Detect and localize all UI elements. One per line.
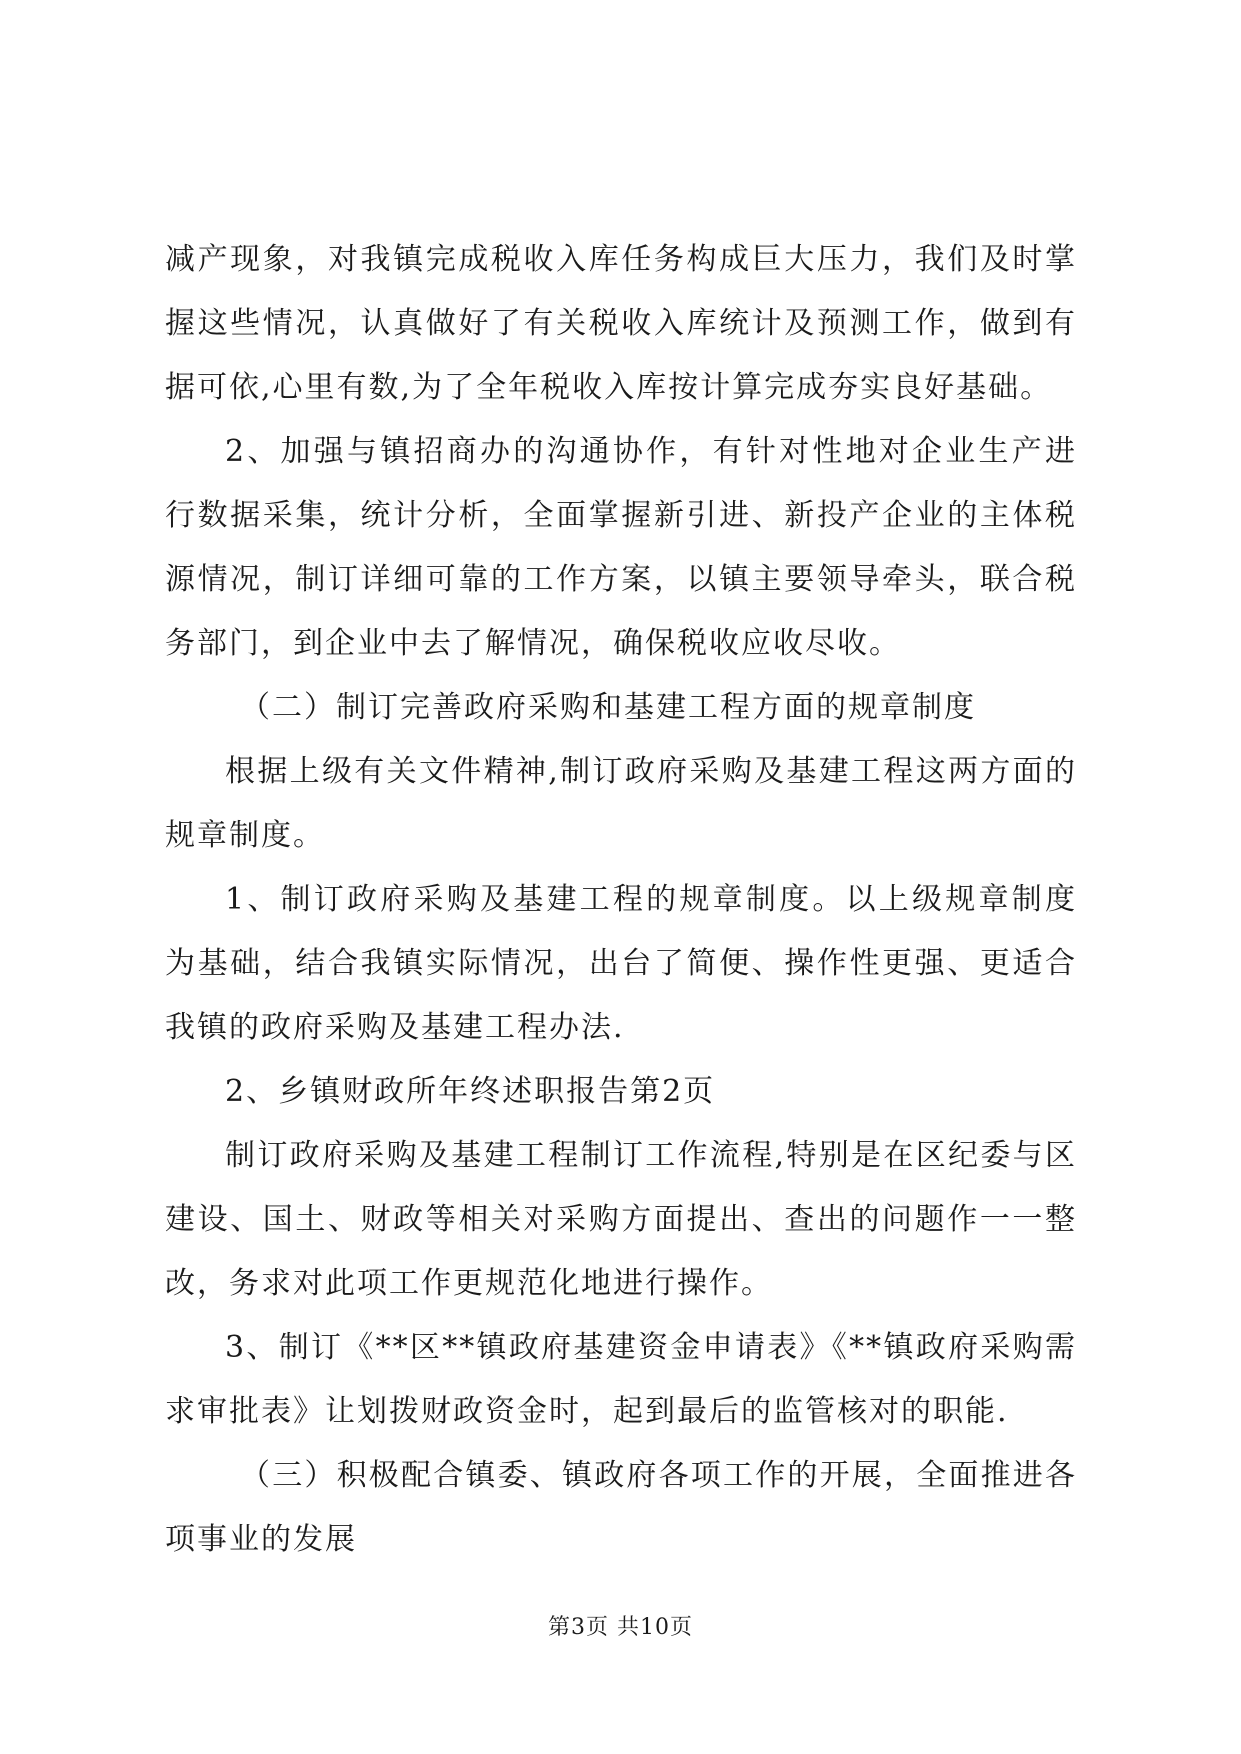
- page-number-footer: 第3页 共10页: [548, 1615, 693, 1640]
- section-heading-2: （二）制订完善政府采购和基建工程方面的规章制度: [240, 690, 976, 725]
- paragraph-item-1: 1、制订政府采购及基建工程的规章制度。以上级规章制度为基础，结合我镇实际情况，出台了简便、操作性更强、更适合我镇的政府采购及基建工程办法.: [165, 882, 1077, 1045]
- document-body: [165, 228, 1077, 1572]
- section-heading-3: （三）积极配合镇委、镇政府各项工作的开展，全面推进各项事业的发展: [165, 1458, 1077, 1557]
- paragraph-intro: 根据上级有关文件精神,制订政府采购及基建工程这两方面的规章制度。: [165, 754, 1077, 853]
- paragraph-workflow: 制订政府采购及基建工程制订工作流程,特别是在区纪委与区建设、国土、财政等相关对采购方面提出、查出的问题作一一整改，务求对此项工作更规范化地进行操作。: [165, 1138, 1077, 1301]
- paragraph-item-3: 3、制订《**区**镇政府基建资金申请表》《**镇政府采购需求审批表》让划拨财政资金时，起到最后的监管核对的职能.: [165, 1330, 1077, 1429]
- paragraph-page-ref: 2、乡镇财政所年终述职报告第2页: [225, 1074, 716, 1109]
- paragraph-item-2: 2、加强与镇招商办的沟通协作，有针对性地对企业生产进行数据采集，统计分析，全面掌握新引进、新投产企业的主体税源情况，制订详细可靠的工作方案，以镇主要领导牵头，联合税务部门，到企业中去了解情况，确保税收应收尽收。: [165, 434, 1077, 661]
- paragraph-continuation: 减产现象，对我镇完成税收入库任务构成巨大压力，我们及时掌握这些情况，认真做好了有关税收入库统计及预测工作，做到有据可依,心里有数,为了全年税收入库按计算完成夯实良好基础。: [165, 242, 1077, 405]
